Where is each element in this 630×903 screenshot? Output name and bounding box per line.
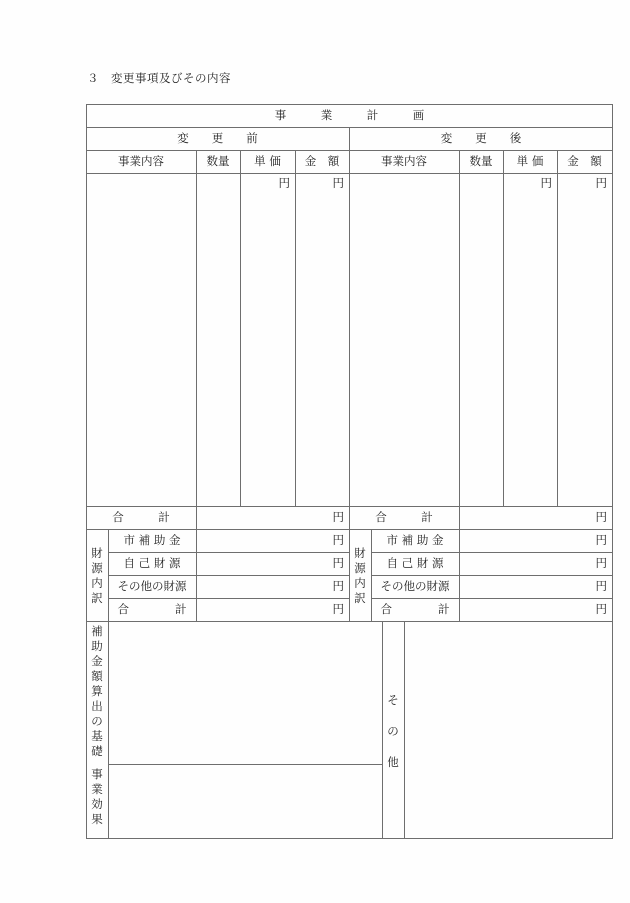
subsidy-basis-label: 補 助 金 額 算 出 の 基 礎 — [91, 624, 103, 758]
funding-row-total-after: 合 計 — [380, 602, 450, 616]
total-value-after[interactable]: 円 — [595, 510, 607, 524]
after-change-header: 変 更 後 — [440, 131, 522, 145]
col-header-amount-after: 金 額 — [567, 154, 602, 168]
unit-price-field-after[interactable] — [504, 174, 556, 505]
funding-row-own-funds-after: 自 己 財 源 — [386, 556, 444, 570]
city-subsidy-value-before[interactable]: 円 — [332, 533, 344, 547]
quantity-field-after[interactable] — [460, 174, 502, 505]
other-funds-value-after[interactable]: 円 — [595, 579, 607, 593]
col-header-content-after: 事業内容 — [381, 154, 427, 168]
amount-field-after[interactable] — [558, 174, 611, 505]
funding-row-city-subsidy-before: 市 補 助 金 — [123, 533, 181, 547]
amount-field-before[interactable] — [296, 174, 348, 505]
col-header-quantity-after: 数量 — [469, 154, 493, 168]
own-funds-value-after[interactable]: 円 — [595, 556, 607, 570]
table-title: 事 業 計 画 — [274, 108, 425, 122]
other-label: そ の 他 — [387, 693, 399, 769]
yen-unit-price-after: 円 — [540, 176, 552, 190]
col-header-content-before: 事業内容 — [118, 154, 164, 168]
funding-breakdown-label-before: 財 源 内 訳 — [91, 546, 103, 605]
content-field-after[interactable] — [350, 174, 458, 505]
yen-amount-after: 円 — [595, 176, 607, 190]
col-header-unit-price-before: 単 価 — [254, 154, 281, 168]
funding-row-other-funds-after: その他の財源 — [380, 579, 450, 593]
col-header-quantity-before: 数量 — [206, 154, 230, 168]
funding-breakdown-label-after: 財 源 内 訳 — [354, 546, 366, 605]
funding-row-total-before: 合 計 — [117, 602, 187, 616]
project-effect-field[interactable] — [109, 765, 381, 837]
project-effect-label: 事 業 効 果 — [91, 767, 103, 826]
other-field[interactable] — [405, 622, 611, 837]
funding-row-other-funds-before: その他の財源 — [117, 579, 187, 593]
quantity-field-before[interactable] — [197, 174, 239, 505]
yen-amount-before: 円 — [332, 176, 344, 190]
col-header-amount-before: 金 額 — [304, 154, 340, 168]
total-label-before: 合 計 — [112, 510, 170, 524]
section-heading: ３ 変更事項及びその内容 — [87, 71, 231, 85]
city-subsidy-value-after[interactable]: 円 — [595, 533, 607, 547]
subsidy-basis-field[interactable] — [109, 622, 381, 763]
col-header-unit-price-after: 単 価 — [516, 154, 544, 168]
funding-row-own-funds-before: 自 己 財 源 — [123, 556, 181, 570]
funding-total-value-before[interactable]: 円 — [332, 602, 344, 616]
funding-total-value-after[interactable]: 円 — [595, 602, 607, 616]
yen-unit-price-before: 円 — [278, 176, 290, 190]
content-field-before[interactable] — [87, 174, 195, 505]
before-change-header: 変 更 前 — [177, 131, 258, 145]
total-value-before[interactable]: 円 — [332, 510, 344, 524]
other-funds-value-before[interactable]: 円 — [332, 579, 344, 593]
unit-price-field-before[interactable] — [241, 174, 294, 505]
total-label-after: 合 計 — [375, 510, 433, 524]
funding-row-city-subsidy-after: 市 補 助 金 — [386, 533, 444, 547]
own-funds-value-before[interactable]: 円 — [332, 556, 344, 570]
